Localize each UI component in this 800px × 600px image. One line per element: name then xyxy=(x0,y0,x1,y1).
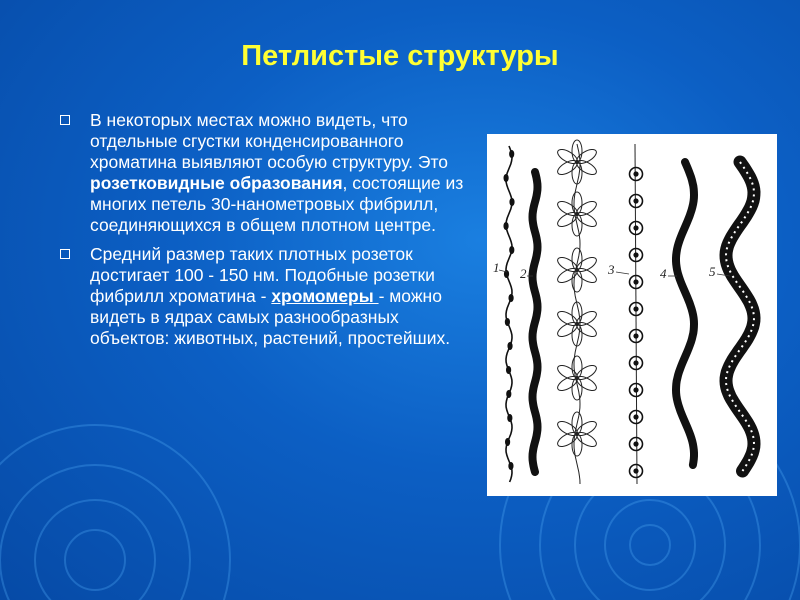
rosette-center xyxy=(575,160,579,164)
chromomere-core xyxy=(633,279,638,284)
chromomere-core xyxy=(633,414,638,419)
strand-6 xyxy=(726,162,754,471)
rosette-center xyxy=(575,268,579,272)
figure-label-1: 1 xyxy=(493,260,500,275)
strand-1-bead xyxy=(503,174,508,182)
chromomere-core xyxy=(633,360,638,365)
rosette-center xyxy=(575,212,579,216)
figure-label-3: 3 xyxy=(608,262,615,277)
bullet-icon xyxy=(60,115,70,125)
chromomere-core xyxy=(633,333,638,338)
strand-1-bead xyxy=(503,222,508,230)
strand-5 xyxy=(676,162,694,465)
chromomere-core xyxy=(633,468,638,473)
strand-1-bead xyxy=(507,414,512,422)
strand-1-bead xyxy=(509,246,514,254)
strand-1-bead xyxy=(509,150,514,158)
chromomere-core xyxy=(633,252,638,257)
chromomere-core xyxy=(633,306,638,311)
bold-term: розетковидные образования xyxy=(90,173,343,193)
body-text xyxy=(60,110,465,357)
strand-1-bead xyxy=(505,438,510,446)
slide-title: Петлистые структуры xyxy=(241,40,559,72)
strand-1 xyxy=(506,146,512,482)
chromomere-link[interactable]: хромомеры xyxy=(271,286,379,306)
label-leader xyxy=(616,272,629,274)
bullet-icon xyxy=(60,249,70,259)
figure-label-4: 4 xyxy=(660,266,667,281)
strand-1-bead xyxy=(506,366,511,374)
chromatin-figure xyxy=(487,134,777,496)
figure-label-2: 2 xyxy=(520,266,527,281)
chromomere-core xyxy=(633,225,638,230)
strand-1-bead xyxy=(508,294,513,302)
strand-1-bead xyxy=(506,390,511,398)
strand-1-bead xyxy=(507,342,512,350)
rosette-center xyxy=(575,432,579,436)
chromatin-drawing xyxy=(487,134,777,496)
rosette-center xyxy=(575,322,579,326)
chromomere-core xyxy=(633,441,638,446)
chromomere-core xyxy=(633,387,638,392)
chromomere-core xyxy=(633,171,638,176)
paragraph-1: В некоторых местах можно видеть, что отдельные сгустки конденсированного хроматина выявляют особую структуру. Это розетковидные образования, состоящие из многих петель 30-нанометровых фибрилл, соединяющихся в общем плотном центре. xyxy=(60,110,465,236)
strand-1-bead xyxy=(509,198,514,206)
strand-1-bead xyxy=(505,318,510,326)
paragraph-2: Средний размер таких плотных розеток достигает 100 - 150 нм. Подобные розетки фибрилл хроматина - хромомеры - можно видеть в ядрах самых разнообразных объектов: животных, растений, простейших. xyxy=(60,244,465,349)
rosette-center xyxy=(575,376,579,380)
strand-2 xyxy=(533,172,538,472)
strand-1-bead xyxy=(508,462,513,470)
figure-label-5: 5 xyxy=(709,264,716,279)
chromomere-core xyxy=(633,198,638,203)
